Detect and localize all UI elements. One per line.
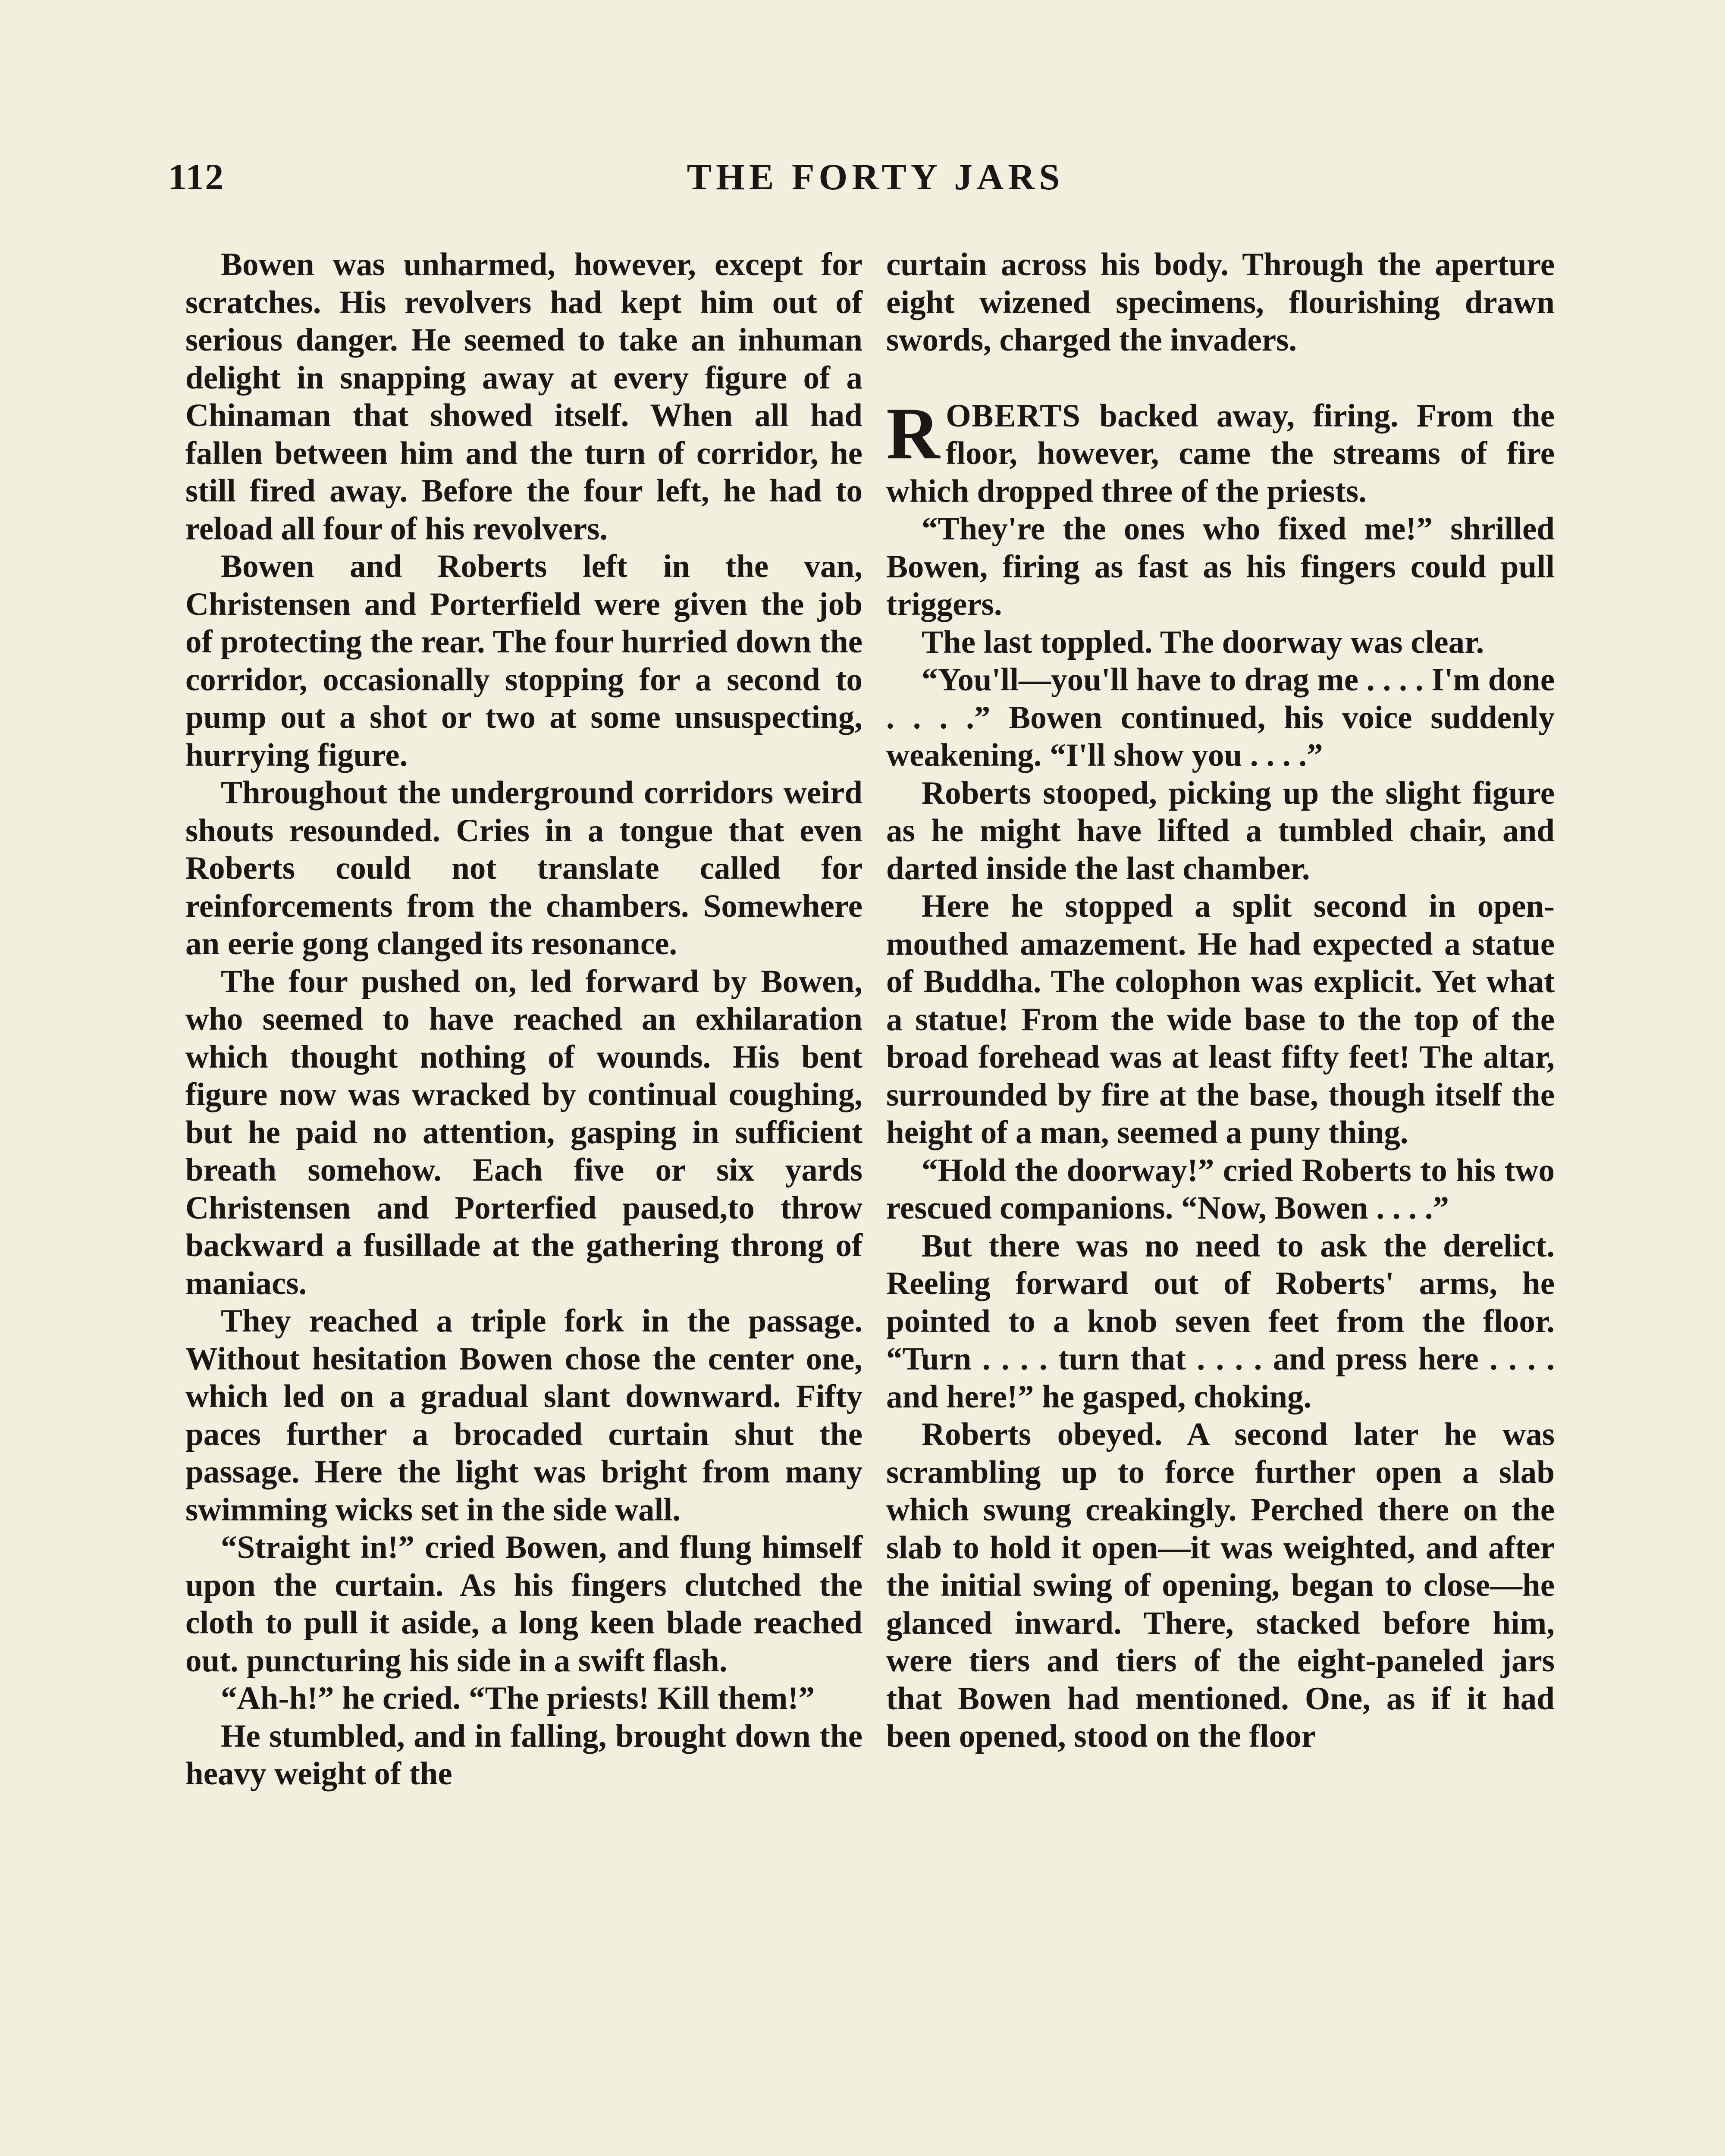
paragraph: “Hold the doorway!” cried Roberts to his two rescued companions. “Now, Bowen . . . .”: [886, 1152, 1555, 1226]
paragraph: “They're the ones who fixed me!” shrilled Bowen, firing as fast as his fingers could pull triggers.: [886, 511, 1555, 622]
drop-cap: R: [886, 392, 940, 475]
paragraph: Bowen was unharmed, however, except for scratches. His revolvers had kept him out of serious danger. He seemed to take an inhuman delight in snapping away at every figure of a Chinaman that showed itself. When all had fallen between him and the turn of corridor, he still fired away. Before the four left, he had to reload all four of his revolvers.: [185, 247, 862, 547]
page-header: [168, 155, 1583, 207]
lead-small-caps: OBERTS: [946, 398, 1081, 434]
page-number: 112: [168, 156, 225, 197]
paragraph: Here he stopped a split second in open-mouthed amazement. He had expected a statue of Buddha. The colophon was explicit. Yet what a statue! From the wide base to the top of the broad forehead was at least fifty feet! The altar, surrounded by fire at the base, though itself the height of a man, seemed a puny thing.: [886, 888, 1555, 1150]
left-column: [185, 246, 862, 1793]
paragraph: Bowen and Roberts left in the van, Christensen and Porterfield were given the job of protecting the rear. The four hurried down the corridor, occasionally stopping for a second to pump out a shot or two at some unsuspecting, hurrying figure.: [185, 548, 862, 773]
running-title: THE FORTY JARS: [687, 156, 1064, 197]
paragraph: But there was no need to ask the derelict. Reeling forward out of Roberts' arms, he pointed to a knob seven feet from the floor. “Turn . . . . turn that . . . . and press here . . . . and here!” he gasped, choking.: [886, 1228, 1555, 1415]
section-opening-text: backed away, firing. From the floor, however, came the streams of fire which dropped three of the priests.: [886, 398, 1555, 509]
paragraph: Roberts obeyed. A second later he was scrambling up to force further open a slab which swung creakingly. Perched there on the slab to hold it open—it was weighted, and after the initial swing of opening, began to close—he glanced inward. There, stacked before him, were tiers and tiers of the eight-paneled jars that Bowen had mentioned. One, as if it had been opened, stood on the floor: [886, 1416, 1555, 1754]
paragraph: “You'll—you'll have to drag me . . . . I'm done . . . .” Bowen continued, his voice suddenly weakening. “I'll show you . . . .”: [886, 662, 1555, 773]
right-column: [886, 246, 1555, 1755]
section-opening-paragraph: [886, 392, 1555, 511]
paragraph: They reached a triple fork in the passage. Without hesitation Bowen chose the center one, which led on a gradual slant downward. Fifty paces further a brocaded curtain shut the passage. Here the light was bright from many swimming wicks set in the side wall.: [185, 1303, 862, 1528]
paragraph: Throughout the underground corridors weird shouts resounded. Cries in a tongue that even Roberts could not translate called for reinforcements from the chambers. Somewhere an eerie gong clanged its resonance.: [185, 775, 862, 962]
paragraph: The four pushed on, led forward by Bowen, who seemed to have reached an exhilaration which thought nothing of wounds. His bent figure now was wracked by continual coughing, but he paid no attention, gasping in sufficient breath somehow. Each five or six yards Christensen and Porterfied paused,to throw backward a fusillade at the gathering throng of maniacs.: [185, 963, 862, 1301]
paragraph: Roberts stooped, picking up the slight figure as he might have lifted a tumbled chair, and darted inside the last chamber.: [886, 775, 1555, 887]
paragraph: He stumbled, and in falling, brought down the heavy weight of the: [185, 1718, 862, 1792]
paragraph: “Straight in!” cried Bowen, and flung himself upon the curtain. As his fingers clutched the cloth to pull it aside, a long keen blade reached out. puncturing his side in a swift flash.: [185, 1529, 862, 1679]
paragraph: The last toppled. The doorway was clear.: [922, 624, 1484, 660]
paragraph: “Ah-h!” he cried. “The priests! Kill them!”: [221, 1680, 815, 1716]
continuation-paragraph: curtain across his body. Through the aperture eight wizened specimens, flourishing drawn swords, charged the invaders.: [886, 247, 1555, 358]
